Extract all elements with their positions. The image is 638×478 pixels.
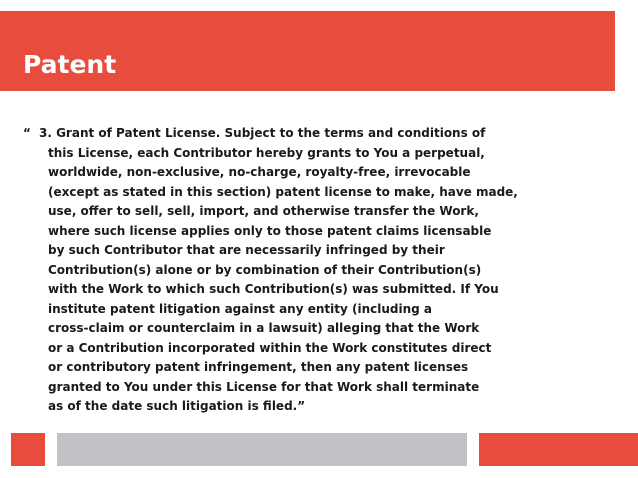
footer-accent-left [11,433,45,466]
quote-line: 3. Grant of Patent License. Subject to the terms and conditions of [39,126,486,140]
slide-title: Patent [23,50,117,79]
license-quote [23,124,623,417]
quote-line: with the Work to which such Contribution(s) was submitted. If You [48,282,499,296]
quote-line: or a Contribution incorporated within the Work constitutes direct [48,340,492,355]
quote-line: by such Contributor that are necessarily infringed by their [48,243,445,257]
quote-line: worldwide, non-exclusive, no-charge, royalty-free, irrevocable [48,165,471,179]
quote-line: or contributory patent infringement, then any patent licenses [48,360,469,374]
open-quote-mark: “ [23,126,31,140]
footer-bar-gray [57,433,467,466]
quote-line: Contribution(s) alone or by combination of their Contribution(s) [48,262,482,277]
quote-line: cross-claim or counterclaim in a lawsuit) alleging that the Work [48,321,480,335]
quote-line: (except as stated in this section) patent license to make, have made, [48,184,518,199]
quote-line: where such license applies only to those patent claims licensable [48,223,492,238]
quote-line: as of the date such litigation is filed.” [48,399,306,413]
quote-line: granted to You under this License for that Work shall terminate [48,379,480,394]
footer-accent-right [479,433,638,466]
quote-body [23,124,623,417]
quote-line: this License, each Contributor hereby grants to You a perpetual, [48,145,485,160]
quote-line: use, offer to sell, sell, import, and otherwise transfer the Work, [48,204,479,218]
quote-line: institute patent litigation against any entity (including a [48,301,433,316]
